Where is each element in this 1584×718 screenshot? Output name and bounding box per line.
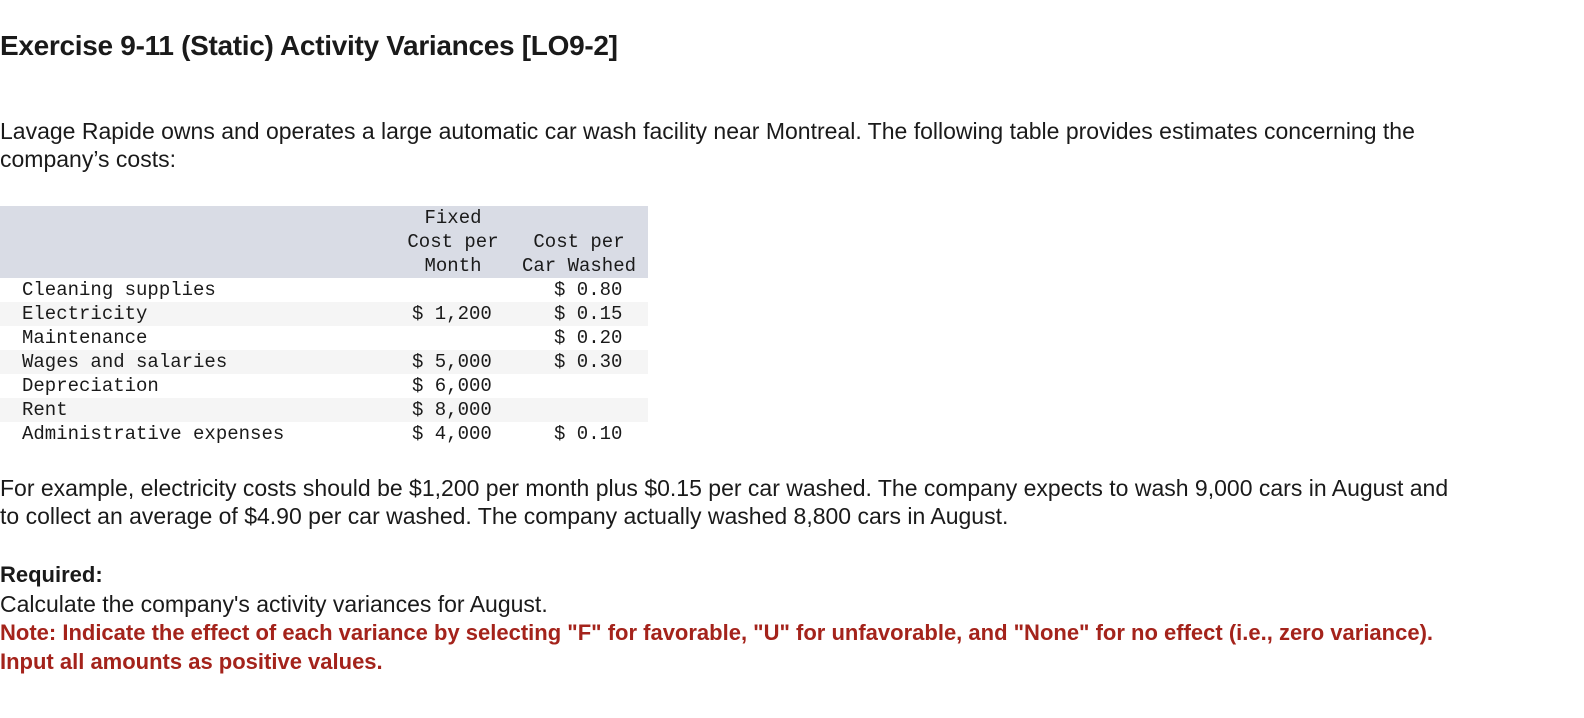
header-car-line: Car Washed (521, 255, 637, 277)
row-fixed-cost: $ 8,000 (412, 399, 492, 421)
row-fixed-cost: $ 6,000 (412, 375, 492, 397)
row-label: Cleaning supplies (22, 279, 216, 301)
row-car-cost: $ 0.15 (554, 303, 623, 325)
intro-paragraph: Lavage Rapide owns and operates a large automatic car wash facility near Montreal. The following table provides estimates concerning the company’s costs: (0, 118, 1415, 172)
row-car-cost (510, 398, 648, 422)
table-row (0, 278, 648, 302)
row-label: Rent (22, 399, 68, 421)
header-fixed-line: Month (424, 255, 482, 277)
table-header-row (0, 206, 648, 278)
header-label (0, 206, 396, 278)
row-fixed-cost (396, 326, 510, 350)
table-row (0, 422, 648, 446)
row-label: Maintenance (22, 327, 148, 349)
header-fixed-line: Fixed (424, 207, 482, 229)
table-row (0, 398, 648, 422)
row-car-cost (510, 374, 648, 398)
row-fixed-cost: $ 5,000 (412, 351, 492, 373)
example-paragraph: For example, electricity costs should be $1,200 per month plus $0.15 per car washed. The company expects to wash 9,000 cars in August and to collect an average of $4.90 per car washed. The company actually washed 8,800 cars in August. (0, 475, 1449, 529)
row-car-cost: $ 0.10 (554, 423, 623, 445)
required-heading: Required: (0, 562, 103, 587)
row-label: Wages and salaries (22, 351, 228, 373)
row-fixed-cost: $ 1,200 (412, 303, 492, 325)
page-title: Exercise 9-11 (Static) Activity Variances [LO9-2] (0, 30, 618, 61)
header-fixed-line: Cost per (407, 231, 499, 253)
row-label: Electricity (22, 303, 148, 325)
row-fixed-cost (396, 278, 510, 302)
table-row (0, 374, 648, 398)
row-car-cost: $ 0.30 (554, 351, 623, 373)
table-row (0, 350, 648, 374)
table-row (0, 326, 648, 350)
header-car-line: Cost per (533, 231, 625, 253)
row-label: Administrative expenses (22, 423, 285, 445)
table-row (0, 302, 648, 326)
header-fixed-cost-per-month (396, 206, 510, 278)
header-cost-per-car-washed (510, 206, 648, 278)
row-car-cost: $ 0.20 (554, 327, 623, 349)
row-fixed-cost: $ 4,000 (412, 423, 492, 445)
required-instruction: Calculate the company's activity variances for August. (0, 591, 548, 617)
row-car-cost: $ 0.80 (554, 279, 623, 301)
row-label: Depreciation (22, 375, 159, 397)
cost-estimates-table (0, 206, 648, 446)
note-instruction: Note: Indicate the effect of each variance by selecting "F" for favorable, "U" for unfavorable, and "None" for no effect (i.e., zero variance). Input all amounts as positive values. (0, 620, 1434, 674)
